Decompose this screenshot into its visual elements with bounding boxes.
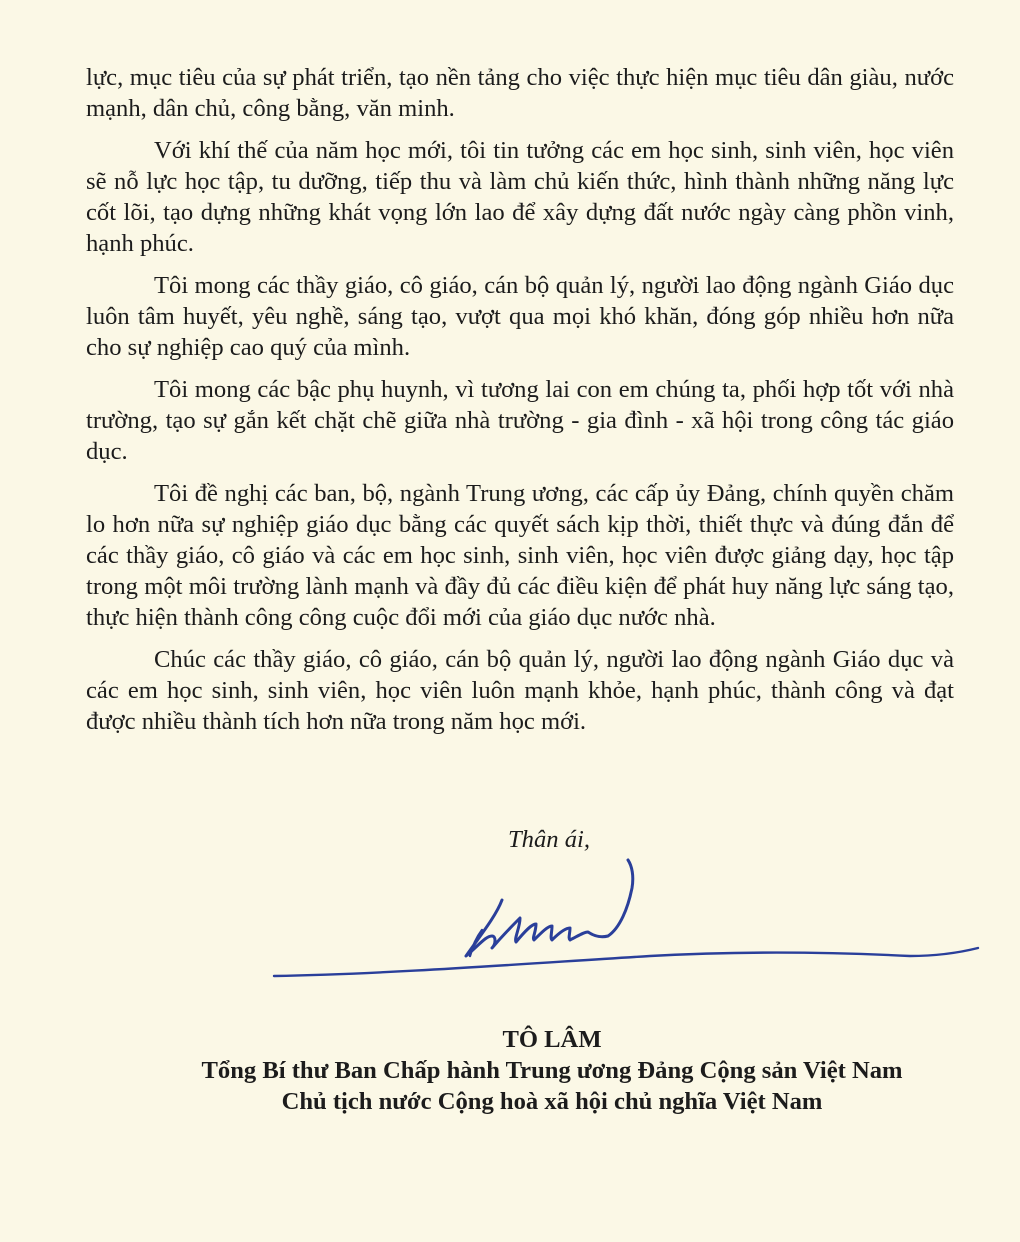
- letter-paragraph: Chúc các thầy giáo, cô giáo, cán bộ quản lý, người lao động ngành Giáo dục và các em học sinh, sinh viên, học viên luôn mạnh khỏe, hạnh phúc, thành công và đạt được nhiều thành tích hơn nữa trong năm học mới.: [86, 646, 954, 735]
- signer-title-2: Chủ tịch nước Cộng hoà xã hội chủ nghĩa Việt Nam: [281, 1088, 823, 1115]
- letter-paragraph: lực, mục tiêu của sự phát triển, tạo nền tảng cho việc thực hiện mục tiêu dân giàu, nước mạnh, dân chủ, công bằng, văn minh.: [86, 64, 954, 122]
- signer-name: TÔ LÂM: [502, 1026, 602, 1053]
- signer-title-1: Tổng Bí thư Ban Chấp hành Trung ương Đảng Cộng sản Việt Nam: [201, 1057, 903, 1084]
- handwritten-signature: [270, 852, 982, 988]
- letter-paragraph: Với khí thế của năm học mới, tôi tin tưởng các em học sinh, sinh viên, học viên sẽ nỗ lực học tập, tu dưỡng, tiếp thu và làm chủ kiến thức, hình thành những năng lực cốt lõi, tạo dựng những khát vọng lớn lao để xây dựng đất nước ngày càng phồn vinh, hạnh phúc.: [86, 137, 954, 257]
- letter-body: [86, 62, 954, 748]
- signer-block: [0, 1024, 1020, 1117]
- letter-paragraph: Tôi mong các thầy giáo, cô giáo, cán bộ quản lý, người lao động ngành Giáo dục luôn tâm huyết, yêu nghề, sáng tạo, vượt qua mọi khó khăn, đóng góp nhiều hơn nữa cho sự nghiệp cao quý của mình.: [86, 272, 954, 361]
- closing-salutation: Thân ái,: [508, 826, 590, 853]
- letter-paragraph: Tôi đề nghị các ban, bộ, ngành Trung ương, các cấp ủy Đảng, chính quyền chăm lo hơn nữa sự nghiệp giáo dục bằng các quyết sách kịp thời, thiết thực và đúng đắn để các thầy giáo, cô giáo và các em học sinh, sinh viên, học viên được giảng dạy, học tập trong một môi trường lành mạnh và đầy đủ các điều kiện để phát huy năng lực sáng tạo, thực hiện thành công công cuộc đổi mới của giáo dục nước nhà.: [86, 480, 954, 631]
- letter-paragraph: Tôi mong các bậc phụ huynh, vì tương lai con em chúng ta, phối hợp tốt với nhà trường, tạo sự gắn kết chặt chẽ giữa nhà trường - gia đình - xã hội trong công tác giáo dục.: [86, 376, 954, 465]
- signature-drawing: [270, 852, 982, 988]
